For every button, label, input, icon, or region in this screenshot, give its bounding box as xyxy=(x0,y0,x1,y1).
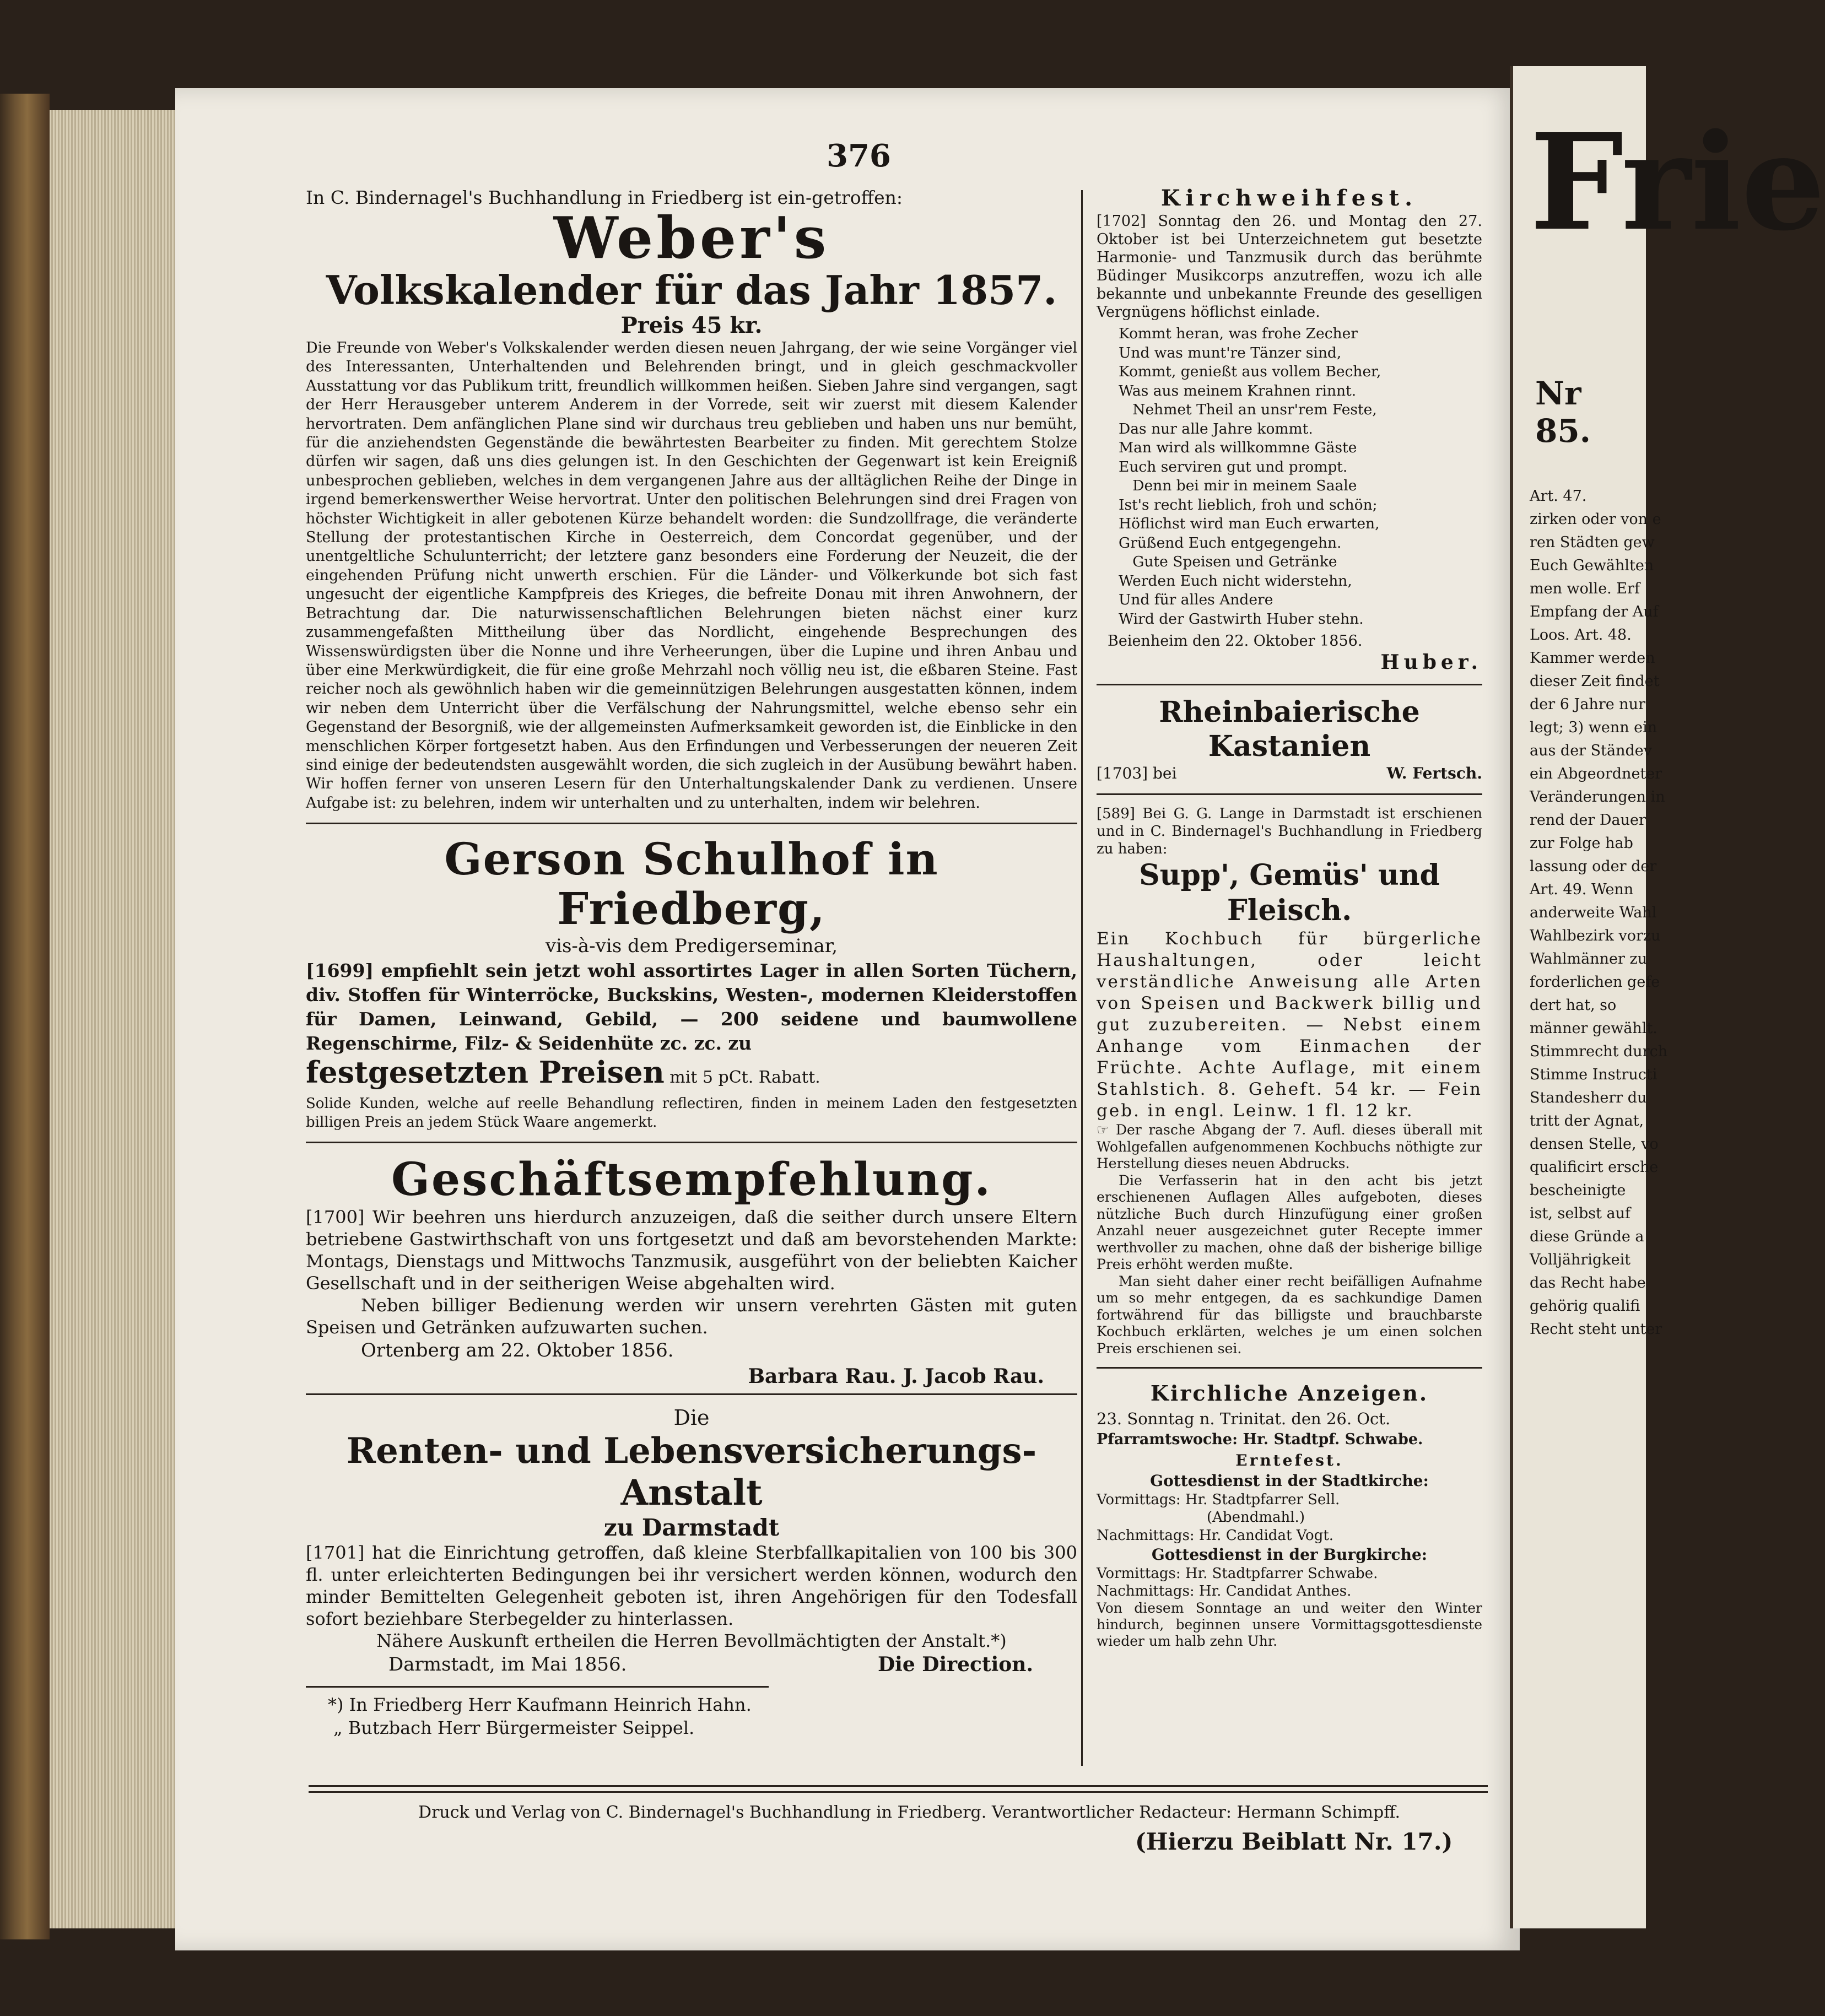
gerson-rabatt: mit 5 pCt. Rabatt. xyxy=(669,1068,820,1088)
gerson-note: Solide Kunden, welche auf reelle Behandlung reflectiren, finden in meinem Laden den festgesetzten billigen Preis an jedem Stück Waare angemerkt. xyxy=(306,1095,1077,1131)
kirchweih-title: Kirchweihfest. xyxy=(1160,185,1418,211)
renten-place: Darmstadt, im Mai 1856. xyxy=(388,1653,627,1676)
renten-title: Renten- und Lebensversicherungs-Anstalt xyxy=(346,1430,1037,1514)
divider xyxy=(306,823,1077,824)
divider xyxy=(306,1142,1077,1143)
kirchweih-verse: Kommt heran, was frohe Zecher Und was munt're Tänzer sind, Kommt, genießt aus vollem Becher, Was aus meinem Krahnen rinnt. Nehmet Theil an unsr'rem Feste, Das nur alle Jahre kommt. Man wird als willkommne Gäste Euch serviren gut und prompt. Denn bei mir in meinem Saale Ist's recht lieblich, froh und schön; Höflichst wird man Euch erwarten, Grüßend Euch entgegengehn. Gute Speisen und Getränke Werden Euch nicht widerstehn, Und für alles Andere Wird der Gastwirth Huber stehn. xyxy=(1119,325,1381,628)
anzeigen-line-4: Gottesdienst in der Stadtkirche: xyxy=(1150,1472,1429,1490)
renten-die: Die xyxy=(673,1406,710,1430)
supp-title: Supp', Gemüs' und Fleisch. xyxy=(1139,858,1440,927)
anzeigen-line-5: Vormittags: Hr. Stadtpfarrer Sell. xyxy=(1097,1491,1340,1508)
supp-intro: [589] Bei G. G. Lange in Darmstadt ist erschienen und in C. Bindernagel's Buchhandlung in Friedberg zu haben: xyxy=(1097,806,1482,857)
supp-body: Ein Kochbuch für bürgerliche Haushaltungen, oder leicht verständliche Anweisung alle Arten von Speisen und Backwerk billig und gut zuzubereiten. — Nebst einem Anhange vom Einmachen der Früchte. Achte Auflage, mit einem Stahlstich. 8. Geheft. 54 kr. — Fein geb. in engl. Leinw. 1 fl. 12 kr. xyxy=(1097,929,1482,1121)
anzeigen-line-1: 23. Sonntag n. Trinitat. den 26. Oct. xyxy=(1097,1409,1391,1428)
gerson-title: Gerson Schulhof in Friedberg, xyxy=(444,833,939,935)
divider xyxy=(1097,684,1482,685)
kastanien-line: [1703] bei xyxy=(1097,764,1177,782)
beiblatt-note: (Hierzu Beiblatt Nr. 17.) xyxy=(1135,1828,1453,1855)
supp-note: ☞ Der rasche Abgang der 7. Aufl. dieses überall mit Wohlgefallen aufgenommenen Kochbuchs nöthigte zur Herstellung dieses neuen Abdrucks. xyxy=(1097,1122,1482,1171)
anzeigen-line-8: Gottesdienst in der Burgkirche: xyxy=(1151,1545,1428,1564)
page-number: 376 xyxy=(827,138,891,174)
geschaeft-place: Ortenberg am 22. Oktober 1856. xyxy=(361,1339,674,1362)
renten-signature: Die Direction. xyxy=(877,1653,1033,1677)
footer-double-rule xyxy=(309,1785,1488,1793)
weber-title: Weber's xyxy=(553,204,830,272)
right-column xyxy=(1097,185,1482,1650)
gerson-subtitle: vis-à-vis dem Predigerseminar, xyxy=(545,935,838,958)
kirchweih-signature: Huber. xyxy=(1380,651,1482,674)
kirchweih-place: Beienheim den 22. Oktober 1856. xyxy=(1108,633,1363,650)
footnote-2: „ Butzbach Herr Bürgermeister Seippel. xyxy=(333,1717,695,1739)
page-edges xyxy=(50,110,182,1928)
anzeigen-line-7: Nachmittags: Hr. Candidat Vogt. xyxy=(1097,1527,1334,1544)
anzeigen-line-2: Pfarramtswoche: Hr. Stadtpf. Schwabe. xyxy=(1097,1431,1423,1448)
divider xyxy=(1097,1367,1482,1369)
geschaeft-body: [1700] Wir beehren uns hierdurch anzuzeigen, daß die seither durch unsere Eltern betriebene Gastwirthschaft von uns fortgesetzt und daß am bevorstehenden Markte: Montags, Dienstags und Mittwochs Tanzmusik, ausgeführt von der beliebten Kaicher Gesellschaft und in der seitherigen Weise abgehalten wird. xyxy=(306,1207,1077,1294)
supp-note-3: Man sieht daher einer recht beifälligen Aufnahme um so mehr entgegen, da es sachkundige Damen fortwährend für das billigste und brauchbarste Kochbuch erklärten, welches je um einen solchen Preis erschienen sei. xyxy=(1097,1273,1482,1356)
anzeigen-line-9: Vormittags: Hr. Stadtpfarrer Schwabe. xyxy=(1097,1565,1378,1582)
footnote-rule xyxy=(306,1686,769,1688)
anzeigen-line-6: (Abendmahl.) xyxy=(1207,1509,1305,1526)
geschaeft-body2: Neben billiger Bedienung werden wir unsern verehrten Gästen mit guten Speisen und Getränken aufzuwarten suchen. xyxy=(306,1295,1077,1338)
weber-price: Preis 45 kr. xyxy=(620,312,763,338)
anzeigen-line-3: Erntefest. xyxy=(1235,1451,1343,1469)
facing-page-masthead: Frie xyxy=(1530,105,1825,260)
book-binding xyxy=(0,94,50,1939)
kastanien-title: Rheinbaierische Kastanien xyxy=(1159,695,1420,763)
weber-subtitle: Volkskalender für das Jahr 1857. xyxy=(326,267,1057,314)
left-column xyxy=(306,187,1077,1739)
renten-body: [1701] hat die Einrichtung getroffen, daß kleine Sterbfallkapitalien von 100 bis 300 fl. unter erleichterten Bedingungen bei ihr versichert werden können, wodurch den minder Bemittelten Gelegenheit geboten ist, ihren Angehörigen für den Todesfall sofort beziehbare Sterbegelder zu hinterlassen. xyxy=(306,1542,1077,1630)
imprint: Druck und Verlag von C. Bindernagel's Buchhandlung in Friedberg. Verantwortlicher Redacteur: Hermann Schimpff. xyxy=(418,1803,1400,1822)
gerson-prices: festgesetzten Preisen xyxy=(306,1055,665,1090)
facing-page-issue-number: Nr 85. xyxy=(1535,375,1591,450)
divider xyxy=(306,1393,1077,1395)
geschaeft-signature: Barbara Rau. J. Jacob Rau. xyxy=(748,1365,1044,1388)
kirchweih-body: [1702] Sonntag den 26. und Montag den 27. Oktober ist bei Unterzeichnetem gut besetzte Harmonie- und Tanzmusik durch das berühmte Büdinger Musikcorps anzutreffen, wozu ich alle bekannte und unbekannte Freunde des geselligen Vergnügens höflichst einlade. xyxy=(1097,213,1482,321)
kirchliche-anzeigen-title: Kirchliche Anzeigen. xyxy=(1150,1381,1429,1406)
facing-page-text: Art. 47. zirken oder von e ren Städten gew Euch Gewählten men wolle. Erf Empfang der Auf Loos. Art. 48. Kammer werden dieser Zeit findet der 6 Jahre nur legt; 3) wenn ein aus der Ständev ein Abgeordneter Veränderungen in rend der Dauer zur Folge hab lassung oder der Art. 49. Wenn anderweite Wahl Wahlbezirk vorzu Wahlmänner zu forderlichen gefe dert hat, so männer gewählt. Stimmrecht durch Stimme Instructi Standesherr du tritt der Agnat, densen Stelle, vo qualificirt ersche bescheinigte ist, selbst auf diese Gründe a Volljährigkeit das Recht habe gehörig qualifi Recht steht unter xyxy=(1530,488,1668,1338)
kastanien-signature: W. Fertsch. xyxy=(1386,764,1482,782)
anzeigen-line-10: Nachmittags: Hr. Candidat Anthes. xyxy=(1097,1583,1352,1599)
column-divider xyxy=(1081,190,1083,1766)
anzeigen-line-11: Von diesem Sonntage an und weiter den Winter hindurch, beginnen unsere Vormittagsgottesdienste wieder um halb zehn Uhr. xyxy=(1097,1600,1482,1649)
gerson-body: [1699] empfiehlt sein jetzt wohl assortirtes Lager in allen Sorten Tüchern, div. Stoffen für Winterröcke, Buckskins, Westen-, modernen Kleiderstoffen für Damen, Leinwand, Gebild, — 200 seidene und baumwollene Regenschirme, Filz- & Seidenhüte zc. zc. zu xyxy=(306,960,1077,1055)
divider xyxy=(1097,793,1482,795)
weber-body: Die Freunde von Weber's Volkskalender werden diesen neuen Jahrgang, der wie seine Vorgänger viel des Interessanten, Unterhaltenden und Belehrenden bringt, und in gleich geschmackvoller Ausstattung vor das Publikum tritt, freundlich willkommen heißen. Sieben Jahre sind vergangen, sagt der Herr Herausgeber unterem Anderem in der Vorrede, seit wir zuerst mit diesem Kalender hervortraten. Dem anfänglichen Plane sind wir durchaus treu geblieben und haben uns nur bemüht, für die anziehendsten Gegenstände die bewährtesten Bearbeiter zu finden. Mit gerechtem Stolze dürfen wir sagen, daß uns dies gelungen ist. In den Geschichten der Gegenwart ist kein Ereigniß unbesprochen geblieben, welches in dem vergangenen Jahre aus der alltäglichen Reihe der Dinge in irgend bemerkenswerther Weise hervortrat. Unter den politischen Belehrungen sind drei Fragen von höchster Wichtigkeit in aller gebotenen Kürze behandelt worden: die Sundzollfrage, die veränderte Stellung der protestantischen Kirche in Oesterreich, dem Concordat gegenüber, und der unentgeltliche Schulunterricht; der letztere ganz besonders eine Forderung der Neuzeit, die der eingehenden Prüfung nicht unwerth erschien. Für die Länder- und Völkerkunde bot sich fast ungesucht der eigentliche Kampfpreis des Krieges, die befreite Donau mit ihren Anwohnern, der Betrachtung dar. Die naturwissenschaftlichen Belehrungen bieten nächst einer kurz zusammengefaßten Mittheilung über das Nordlicht, eingehende Besprechungen des Wissenswürdigsten über die Nonne und ihre Verheerungen, über die Lupine und ihren Anbau und über eine Merkwürdigkeit, die für eine große Mehrzahl noch völlig neu ist, die eßbaren Steine. Fast reicher noch als gewöhnlich haben wir die gemeinnützigen Belehrungen ausgestatten können, indem wir neben dem Unterricht über die Verfälschung der Nahrungsmittel, welche ebenso sehr ein Gegenstand der Besorgniß, wie der allgemeinsten Aufmerksamkeit geworden ist, die Einblicke in den menschlichen Körper fortgesetzt haben. Aus den Erfindungen und Verbesserungen der neueren Zeit sind einige der bedeutendsten ausgewählt worden, die sich zugleich in der Ausübung bewährt haben. Wir hoffen ferner von unseren Lesern für den Unterhaltungskalender Dank zu verdienen. Unsere Aufgabe ist: zu belehren, indem wir unterhalten und zu unterhalten, indem wir belehren. xyxy=(306,339,1077,812)
renten-subtitle: zu Darmstadt xyxy=(603,1514,780,1542)
supp-note-2: Die Verfasserin hat in den acht bis jetzt erschienenen Auflagen Alles aufgeboten, dieses nützliche Buch durch Hinzufügung einer großen Anzahl neuer ausgezeichnet guter Recepte immer werthvoller zu machen, ohne daß der bisherige billige Preis erhöht werden mußte. xyxy=(1097,1172,1482,1272)
geschaeft-title: Geschäftsempfehlung. xyxy=(391,1153,992,1207)
footnote-1: *) In Friedberg Herr Kaufmann Heinrich Hahn. xyxy=(328,1694,752,1716)
renten-body2: Nähere Auskunft ertheilen die Herren Bevollmächtigten der Anstalt.*) xyxy=(376,1630,1007,1652)
facing-page xyxy=(1510,66,1825,1928)
weber-intro: In C. Bindernagel's Buchhandlung in Friedberg ist ein-getroffen: xyxy=(306,187,903,208)
